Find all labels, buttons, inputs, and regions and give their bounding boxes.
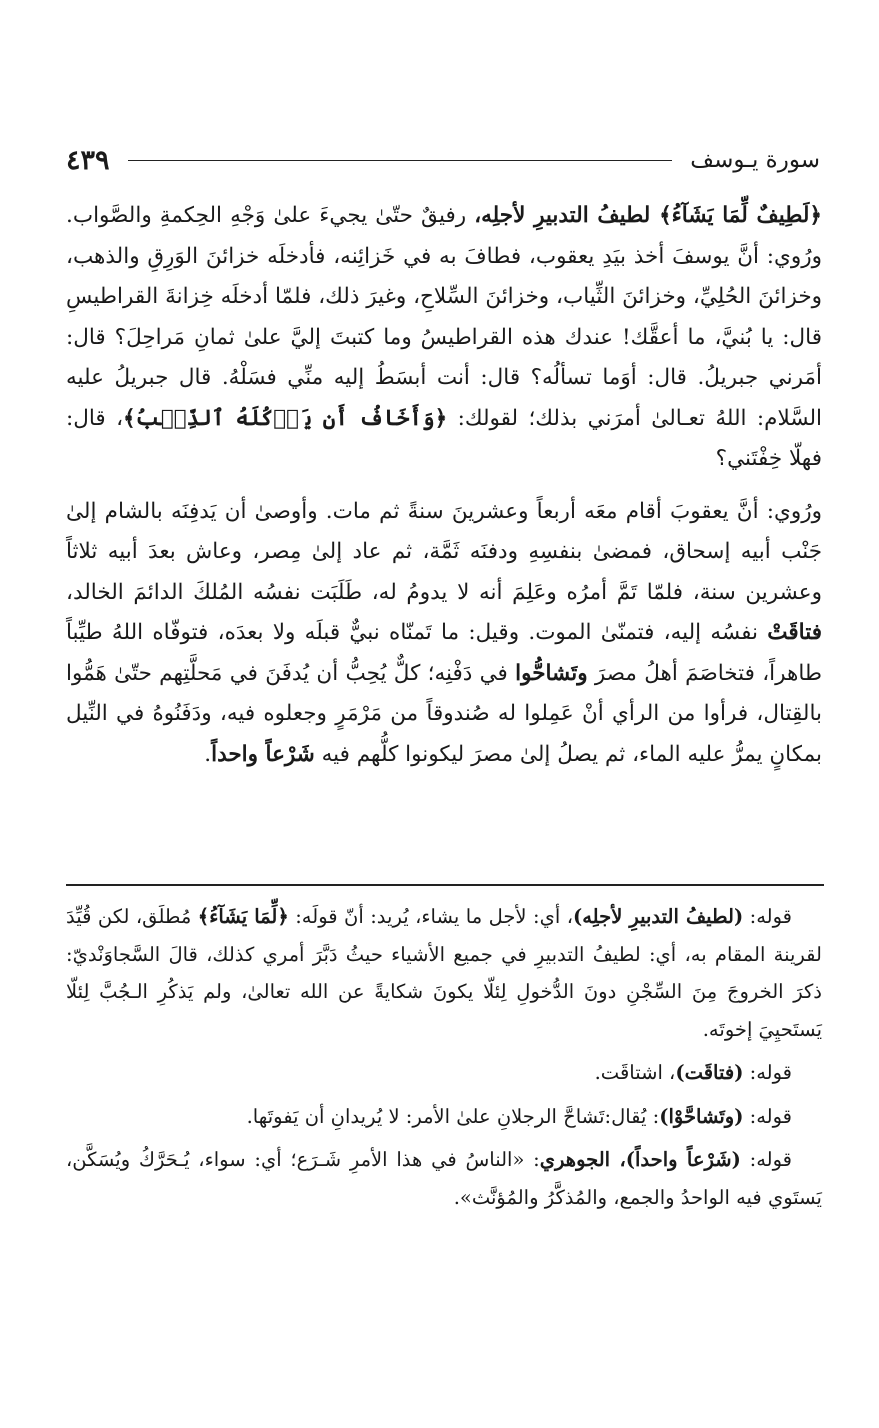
bold-phrase: شَرْعاً واحداً [211,741,315,767]
quran-quote: ﴿وَأَخَافُ أَن يَأۡكُلَهُ ٱلذِّئۡبُ﴾ [123,405,448,431]
footnote-separator [66,884,824,886]
header-rule [128,160,673,161]
note-lead: قوله: [743,905,792,928]
note-term: (وتَشاحَّوْا) [659,1104,744,1128]
commentary-notes [66,898,822,1216]
main-text [66,196,822,775]
note-text: ، اشتاقَت. [594,1061,676,1084]
paragraph-text: . [204,741,212,767]
bold-phrase: فتاقَتْ [767,620,822,645]
note-term: (شَرْعاً واحداً) [625,1148,741,1171]
main-paragraph-1 [66,196,822,480]
note-lead: قوله: [743,1104,792,1128]
note-text: ، أي: لأجل ما يشاء، يُريد: أنّ قولَه: [288,905,573,928]
note-text: : يُقال:تَشاحَّ الرجلانِ علىٰ الأمر: لا يُريدانِ أن يَفوتَها. [246,1104,660,1128]
note-3 [66,1098,822,1136]
note-lead: قوله: [740,1148,792,1171]
paragraph-text: رفيقٌ حتّىٰ يجيءَ علىٰ وَجْهِ الحِكمةِ والصَّواب. ورُوي: أنَّ يوسفَ أخذ بيَدِ يعقوب، فطافَ به في خَزائِنه، فأدخلَه خزائنَ الوَرِقِ والذهب، وخزائنَ الحُلِيِّ، وخزائنَ الثِّياب، وخزائنَ السِّلاحِ، وغيرَ ذلك، فلمّا أدخلَه خِزانةَ القراطيسِ قال: يا بُنيَّ، ما أعقَّك! عندك هذه القراطيسُ وما كتبتَ إليَّ علىٰ ثمانِ مَراحِلَ؟ قال: أمَرني جبريلُ. قال: أوَما تسألُه؟ قال: أنت أبسَطُ إليه منِّي فسَلْهُ. قال جبريلُ عليه السَّلام: اللهُ تعـالىٰ أمرَني بذلك؛ لقولك: [66,203,823,431]
note-term: (فتاقَت) [675,1061,744,1084]
note-4 [66,1141,822,1216]
note-lead: قوله: [743,1061,792,1084]
bold-phrase: لطيفُ التدبيرِ لأجلِه، [474,203,660,228]
bold-phrase: وتَشاحُّوا [515,660,588,686]
running-header [66,140,820,180]
note-2 [66,1054,822,1092]
note-1 [66,898,822,1048]
note-text: مُطلَق، لكن قُيِّدَ لقرينة المقام به، أي: لطيفُ التدبيرِ في جميع الأشياء حيثُ دَبَّرَ أمري كذلك، قالَ السَّجاوَنْديّ: ذكرَ الخروجَ مِنَ السِّجْنِ دونَ الدُّخولِ لِئلّا يكونَ شكايةً عن الله تعالىٰ، ولم يَذكُرِ الـجُبَّ لِئلّا يَستَحيِيَ إخوتَه. [66,905,822,1041]
paragraph-text: في دَفْنِه؛ كلٌّ يُحِبُّ أن يُدفَنَ في مَحلَّتِهم حتّىٰ هَمُّوا بالقِتال، فرأوا من الرأي أنْ عَمِلوا له صُندوقاً من مَرْمَرٍ وجعلوه فيه، ودَفَنُوهُ في النِّيل بمكانٍ يمرُّ عليه الماء، ثم يصلُ إلىٰ مصرَ ليكونوا كلُّهم فيه [66,660,822,767]
surah-title: سورة يـوسف [690,147,820,173]
quran-quote: ﴿لَطِيفٌ لِّمَا يَشَآءُ﴾ [659,203,823,228]
paragraph-text: ورُوي: أنَّ يعقوبَ أقام معَه أربعاً وعشرينَ سنةً ثم مات. وأوصىٰ أن يَدفِنَه بالشام إلىٰ جَنْب أبيه إسحاق، فمضىٰ بنفسِهِ ودفنَه ثَمَّة، ثم عاد إلىٰ مِصر، وعاش بعدَ أبيه ثلاثاً وعشرين سنة، فلمّا تَمَّ أمرُه وعَلِمَ أنه لا يدومُ له، طَلَبَت نفسُه المُلكَ الدائمَ الخالد، [66,498,822,605]
note-text: : «الناسُ في هذا الأمرِ شَـرَع؛ أي: سواء، يُـحَرَّكُ ويُسَكَّن، يَستَوي فيه الواحدُ والجمع، والمُذكَّرُ والمُؤنَّث». [66,1148,822,1209]
note-source: ، الجوهري [539,1148,626,1171]
quran-quote: ﴿لِّمَا يَشَآءُ﴾ [197,905,289,928]
note-term: (لطيفُ التدبيرِ لأجلِه) [573,905,744,928]
main-paragraph-2 [66,492,822,776]
paragraph-text: ، قال: فهلّا خِفْتَني؟ [66,405,822,471]
paragraph-text: نفسُه إليه، فتمنّىٰ الموت. وقيل: ما تَمنّاه نبيٌّ قبلَه ولا بعدَه، فتوفّاه اللهُ طيِّباً طاهراً، فتخاصَمَ أهلُ مصرَ [66,620,823,686]
page-number: ٤٣٩ [66,144,110,176]
